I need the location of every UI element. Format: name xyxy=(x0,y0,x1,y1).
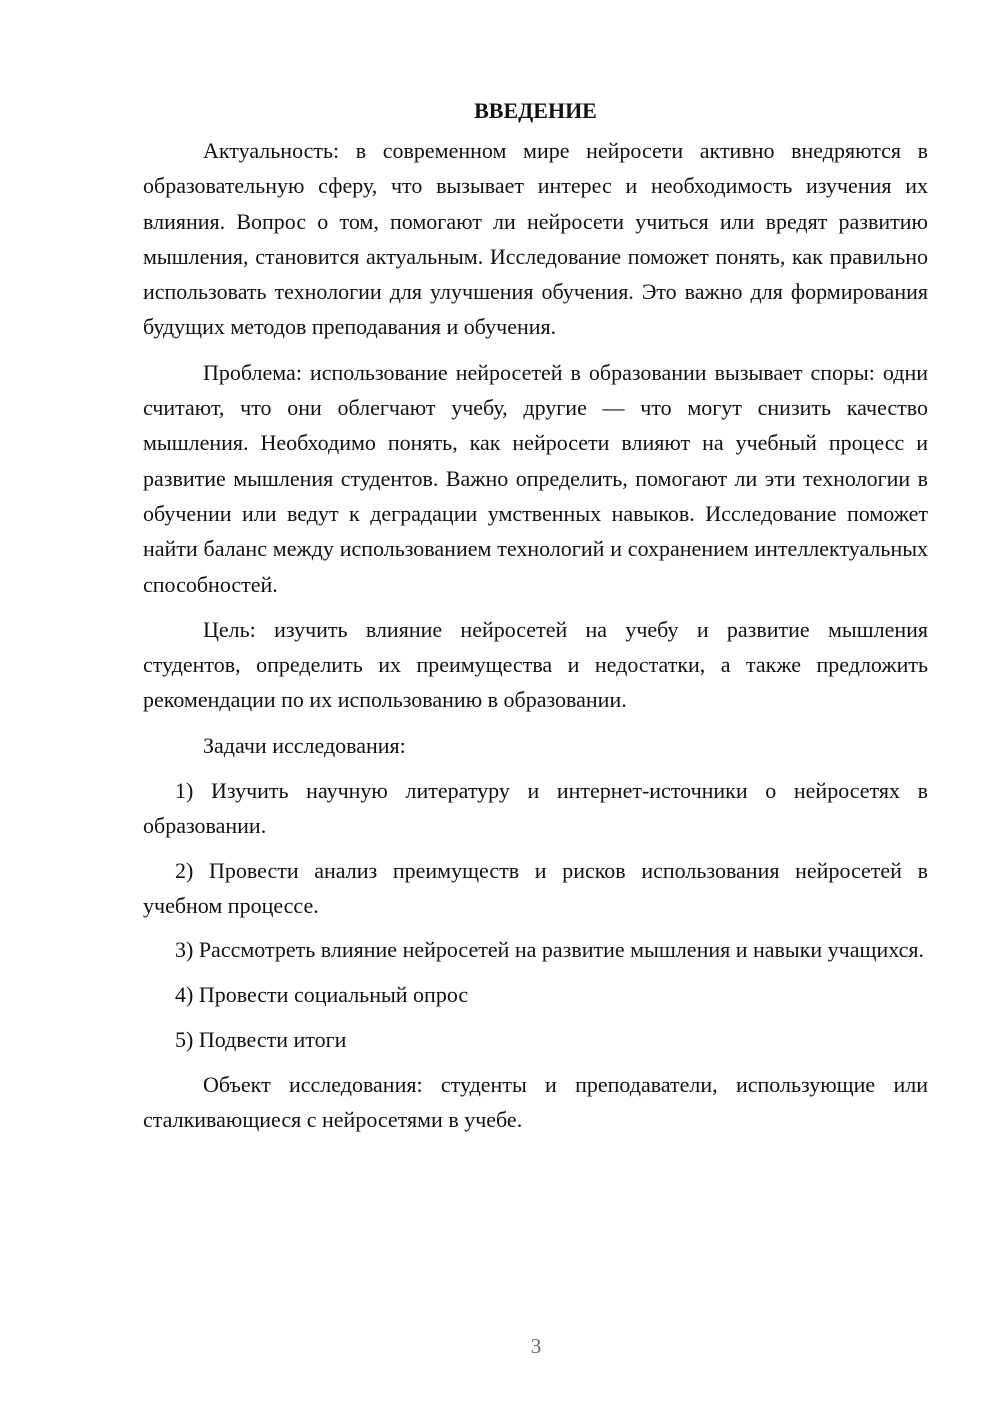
object-paragraph: Объект исследования: студенты и преподаватели, использующие или сталкивающиеся с нейросетями в учебе. xyxy=(143,1072,928,1133)
page-number: 3 xyxy=(530,1334,542,1358)
problem-paragraph: Проблема: использование нейросетей в образовании вызывает споры: одни считают, что они облегчают учебу, другие — что могут снизить качество мышления. Необходимо понять, как нейросети влияют на учебный процесс и развитие мышления студентов. Важно определить, помогают ли эти технологии в обучении или ведут к деградации умственных навыков. Исследование поможет найти баланс между использованием технологий и сохранением интеллектуальных способностей. xyxy=(143,359,928,597)
task-item: 2) Провести анализ преимуществ и рисков использования нейросетей в учебном процессе. xyxy=(143,857,928,918)
goal-paragraph: Цель: изучить влияние нейросетей на учебу и развитие мышления студентов, определить их преимущества и недостатки, а также предложить рекомендации по их использованию в образовании. xyxy=(143,616,928,713)
task-item: 5) Подвести итоги xyxy=(175,1026,347,1052)
tasks-heading: Задачи исследования: xyxy=(203,732,406,758)
relevance-paragraph: Актуальность: в современном мире нейросети активно внедряются в образовательную сферу, что вызывает интерес и необходимость изучения их влияния. Вопрос о том, помогают ли нейросети учиться или вредят развитию мышления, становится актуальным. Исследование поможет понять, как правильно использовать технологии для улучшения обучения. Это важно для формирования будущих методов преподавания и обучения. xyxy=(143,138,928,340)
page-content xyxy=(143,93,928,1148)
task-item: 3) Рассмотреть влияние нейросетей на развитие мышления и навыки учащихся. xyxy=(175,937,924,963)
section-heading: ВВЕДЕНИЕ xyxy=(474,98,597,123)
task-item: 1) Изучить научную литературу и интернет-источники о нейросетях в образовании. xyxy=(143,778,928,839)
task-item: 4) Провести социальный опрос xyxy=(175,981,469,1007)
